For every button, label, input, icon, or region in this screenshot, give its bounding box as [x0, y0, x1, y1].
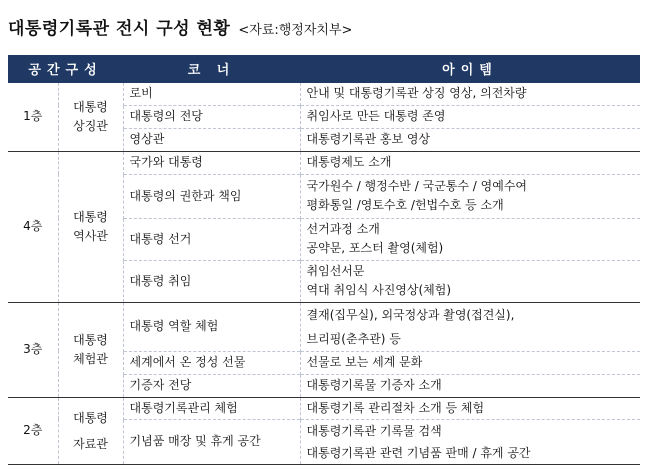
- floor-cell: 4층: [8, 151, 58, 302]
- hall-cell: 대통령 체험관: [58, 302, 123, 397]
- header-item: 아이템: [300, 55, 640, 82]
- corner-cell: 대통령의 전당: [123, 105, 300, 128]
- item-cell: 대통령기록관 기록물 검색 대통령기록관 관련 기념품 판매 / 휴게 공간: [300, 419, 640, 464]
- item-cell: 대통령기록관 홍보 영상: [300, 128, 640, 151]
- item-cell: 선물로 보는 세계 문화: [300, 351, 640, 374]
- page-title: [8, 14, 352, 40]
- table-header-row: [8, 55, 640, 82]
- item-cell: 대통령제도 소개: [300, 151, 640, 174]
- hall-cell: 대통령 역사관: [58, 151, 123, 302]
- header-space: 공간구성: [8, 55, 123, 82]
- hall-cell: 대통령 상징관: [58, 82, 123, 151]
- table-row: [8, 302, 640, 351]
- hall-cell: 대통령 자료관: [58, 397, 123, 464]
- item-cell: 선거과정 소개 공약문, 포스터 촬영(체험): [300, 218, 640, 260]
- floor-cell: 3층: [8, 302, 58, 397]
- corner-cell: 기념품 매장 및 휴게 공간: [123, 419, 300, 464]
- corner-cell: 대통령기록관리 체험: [123, 397, 300, 419]
- item-cell: 취임사로 만든 대통령 존영: [300, 105, 640, 128]
- table-row: [8, 397, 640, 419]
- corner-cell: 대통령의 권한과 책임: [123, 174, 300, 218]
- title-source: <자료:행정자치부>: [238, 23, 353, 38]
- floor-cell: 1층: [23, 109, 43, 124]
- table-row: [8, 151, 640, 174]
- corner-cell: 대통령 취임: [123, 260, 300, 302]
- corner-cell: 영상관: [123, 128, 300, 151]
- item-cell: 취임선서문 역대 취임식 사진영상(체험): [300, 260, 640, 302]
- corner-cell: 로비: [123, 82, 300, 105]
- item-cell: 결재(집무실), 외국정상과 촬영(접견실), 브리핑(춘추관) 등: [300, 302, 640, 351]
- corner-cell: 대통령 선거: [123, 218, 300, 260]
- item-cell: 안내 및 대통령기록관 상징 영상, 의전차량: [300, 82, 640, 105]
- header-corner: 코 너: [123, 55, 300, 82]
- corner-cell: 세계에서 온 정성 선물: [123, 351, 300, 374]
- table-row: [8, 82, 640, 105]
- corner-cell: 국가와 대통령: [123, 151, 300, 174]
- corner-cell: 대통령 역할 체험: [123, 302, 300, 351]
- item-cell: 국가원수 / 행정수반 / 국군통수 / 영예수여 평화통일 /영토수호 /헌법수호 등 소개: [300, 174, 640, 218]
- title-main: 대통령기록관 전시 구성 현황: [8, 19, 231, 39]
- item-cell: 대통령기록 관리절차 소개 등 체험: [300, 397, 640, 419]
- corner-cell: 기증자 전당: [123, 374, 300, 397]
- item-cell: 대통령기록물 기증자 소개: [300, 374, 640, 397]
- floor-cell: 2층: [8, 397, 58, 464]
- exhibition-table: [8, 55, 640, 465]
